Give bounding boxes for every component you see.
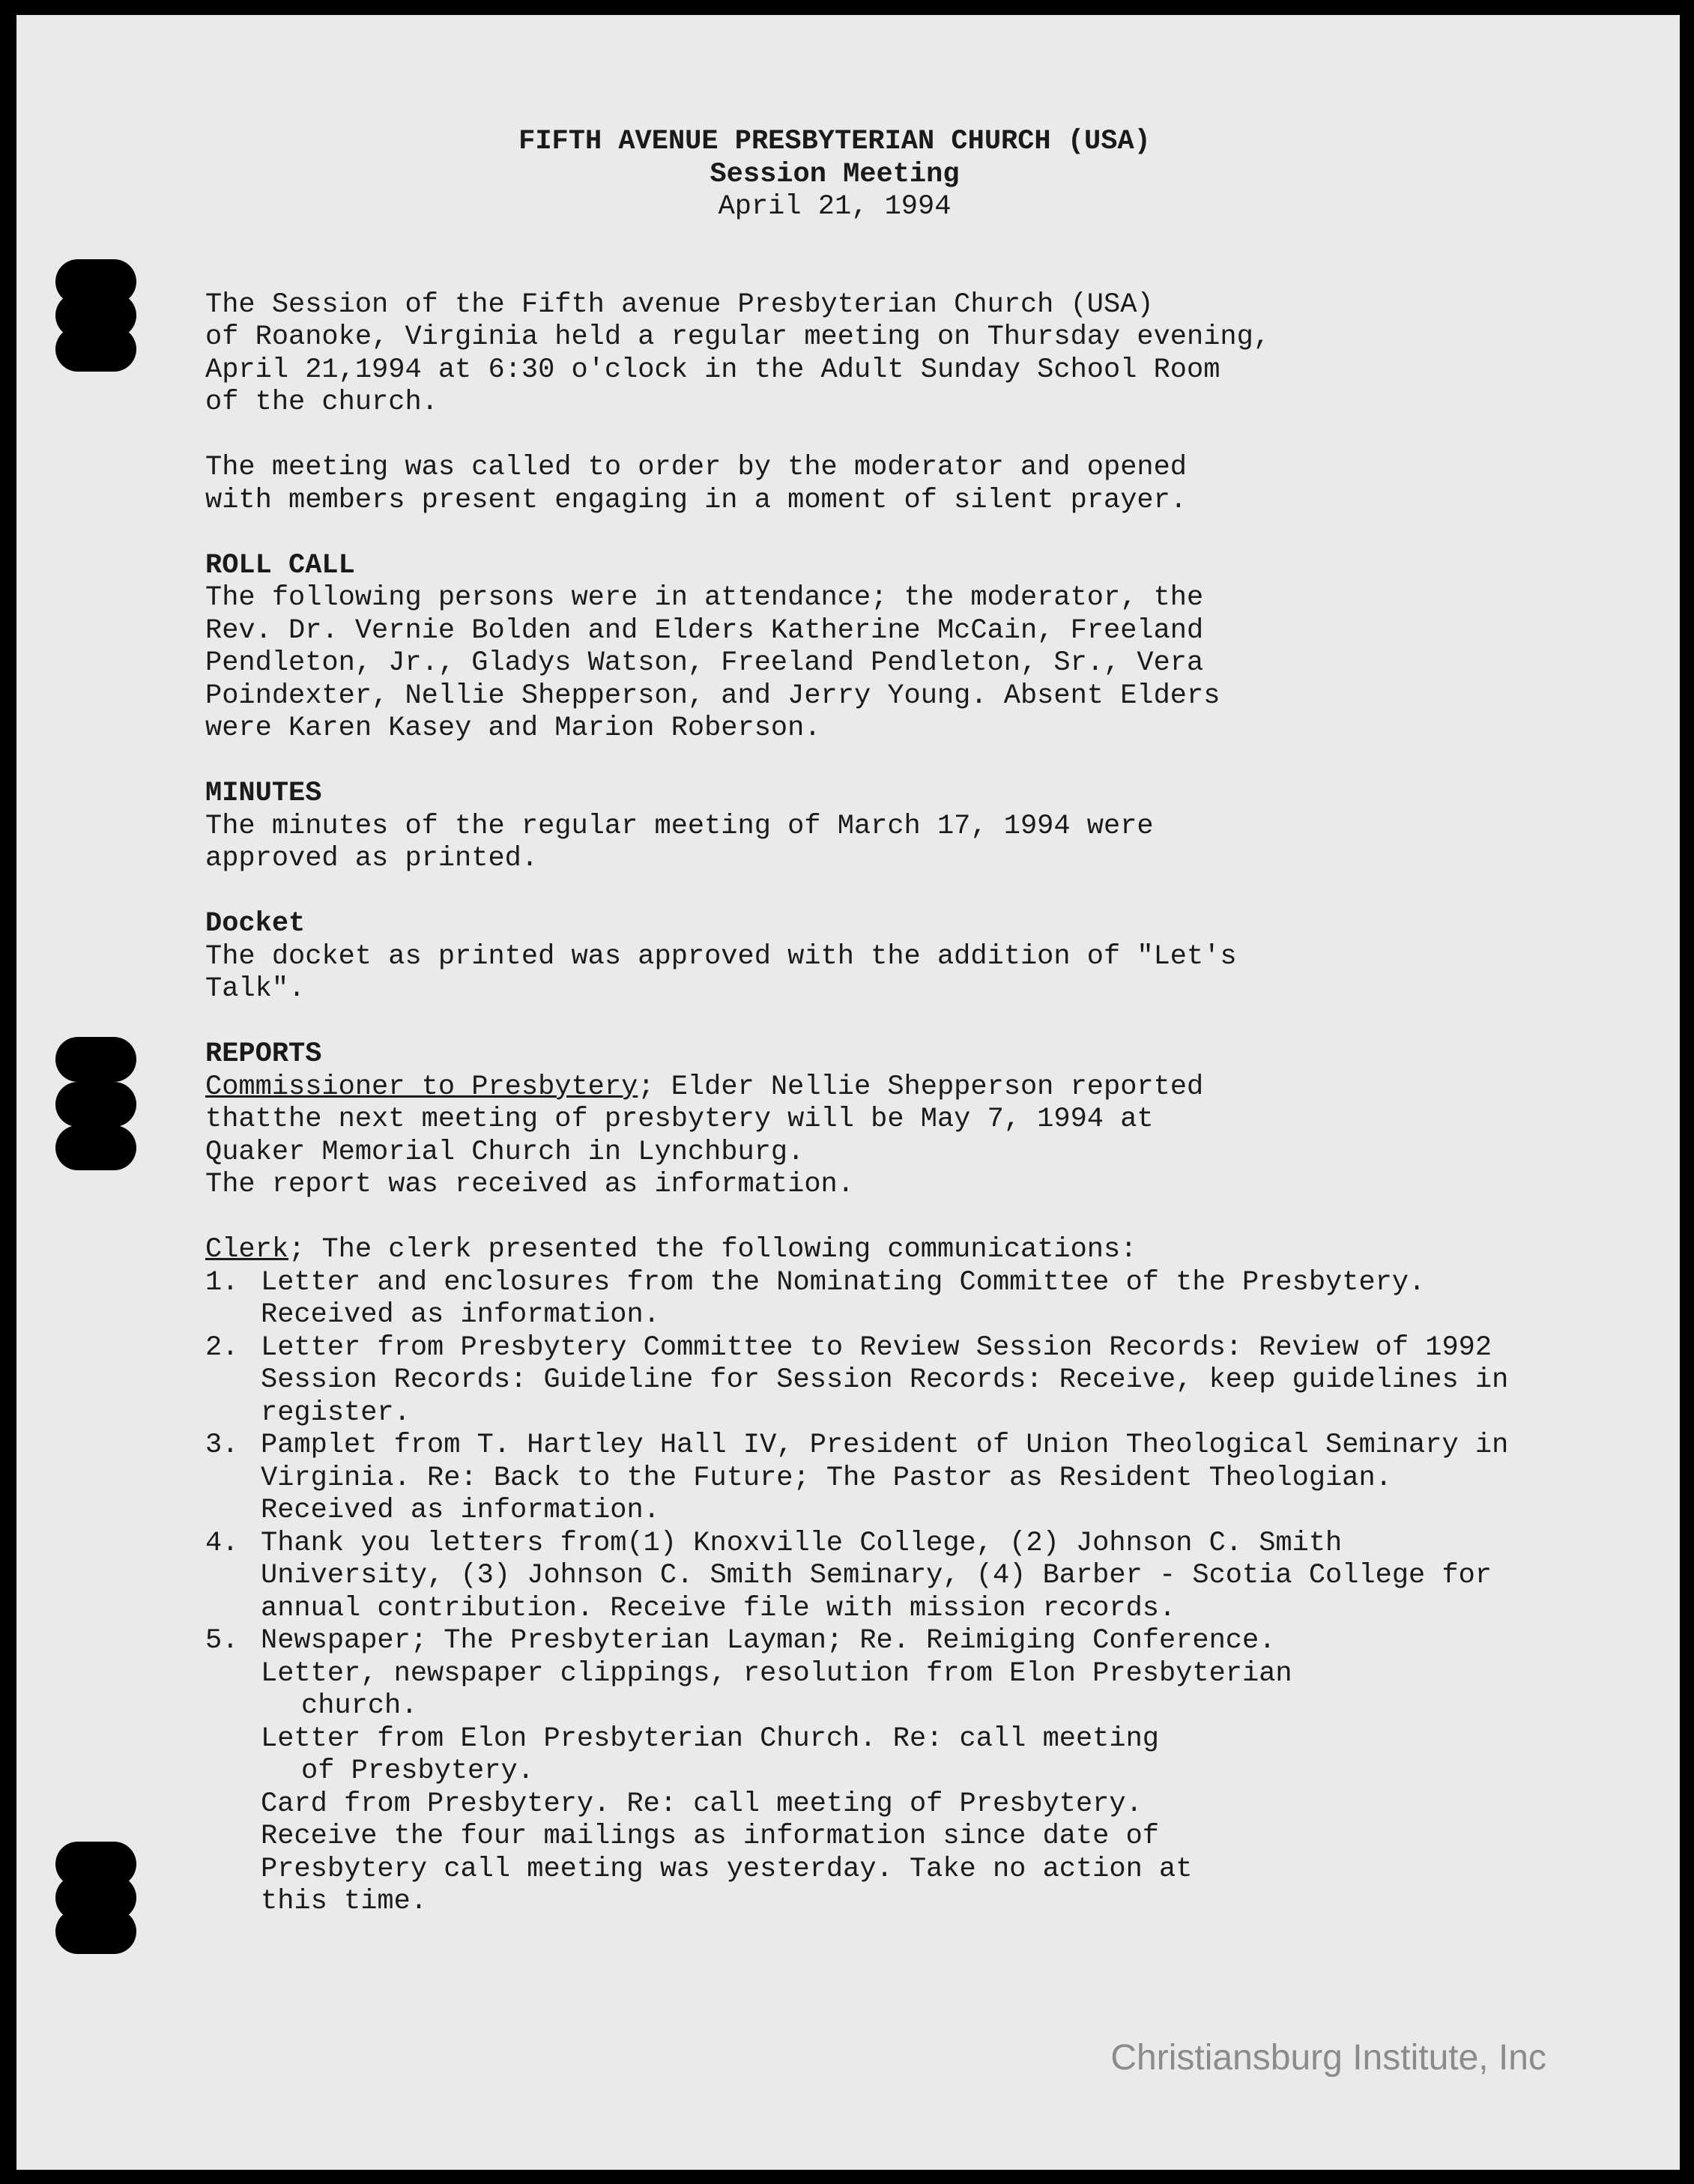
minutes-heading: MINUTES (205, 778, 322, 809)
minutes-section: MINUTES The minutes of the regular meeting of March 17, 1994 were approved as printed. (205, 778, 1524, 876)
watermark: Christiansburg Institute, Inc (1110, 2038, 1546, 2078)
punch-hole-bottom (55, 1842, 136, 1954)
document-header (205, 126, 1464, 224)
reports-heading: REPORTS (205, 1038, 322, 1070)
clerk-report: Clerk; The clerk presented the following communications: (205, 1234, 1137, 1265)
list-item: 4. Thank you letters from(1) Knoxville College, (2) Johnson C. Smith University, (3) Johnson C. Smith Seminary, (4) Barber - Scotia College for annual contribution. Receive file with mission records. (205, 1527, 1492, 1624)
list-item: 5. Newspaper; The Presbyterian Layman; Re. Reimiging Conference. (205, 1625, 1276, 1657)
church-name: FIFTH AVENUE PRESBYTERIAN CHURCH (USA) (518, 126, 1151, 157)
meeting-date: April 21, 1994 (718, 191, 952, 223)
reports-section: REPORTS Commissioner to Presbytery; Elder Nellie Shepperson reported thatthe next meeting of presbytery will be May 7, 1994 at Quaker Memorial Church in Lynchburg. The report was received as information. Clerk; The clerk presented the following communications: 1. Letter and enclosures from the Nominating Committee of the Presbytery. Received as information. 2. Letter from Presbytery Committee to Review Session Records: Review of 1992 Session Records: Guideline for Session Records: Receive, keep guidelines in register. 3. Pamplet from T. Hartley Hall IV, President of Union Theological Seminary in Virginia. Re: Back to the Future; The Pastor as Resident Theologian. Received as information. 4. Thank you letters from(1) Knoxville College, (2) Johnson C. Smith University, (3) Johnson C. Smith Seminary, (4) Barber - Scotia College for annual contribution. Receive file with mission records. 5. Newspaper; The Presbyterian Layman; Re. Reimiging Conference. Letter, newspaper clippings, resolution from Elon Presbyterian church. Letter from Elon Presbyterian Church. Re: call meeting of Presbytery. Card from Presbytery. Re: call meeting of Presbytery. Receive the four mailings as information since date of Presbytery call meeting was yesterday. Take no action at this time. (205, 1038, 1524, 1919)
meeting-title: Session Meeting (710, 158, 960, 190)
intro-paragraph: The Session of the Fifth avenue Presbyterian Church (USA) of Roanoke, Virginia held a regular meeting on Thursday evening, April 21,1994 at 6:30 o'clock in the Adult Sunday School Room of the church. (205, 288, 1271, 418)
clerk-label: Clerk (205, 1234, 289, 1265)
commissioner-label: Commissioner to Presbytery (205, 1071, 638, 1103)
docket-heading: Docket (205, 908, 306, 940)
list-item: 2. Letter from Presbytery Committee to Review Session Records: Review of 1992 Session Records: Guideline for Session Records: Receive, keep guidelines in register. (205, 1331, 1509, 1429)
commissioner-report: Commissioner to Presbytery; Elder Nellie Shepperson reported (205, 1071, 1204, 1103)
list-item: 1. Letter and enclosures from the Nominating Committee of the Presbytery. Received as information. (205, 1266, 1426, 1331)
minutes-document (205, 126, 1524, 1919)
punch-hole-middle (55, 1037, 136, 1172)
roll-call-section: ROLL CALL The following persons were in attendance; the moderator, the Rev. Dr. Vernie Bolden and Elders Katherine McCain, Freeland Pendleton, Jr., Gladys Watson, Freeland Pendleton, Sr., Vera Poindexter, Nellie Shepperson, and Jerry Young. Absent Elders were Karen Kasey and Marion Roberson. (205, 550, 1524, 745)
docket-section: Docket The docket as printed was approved with the addition of "Let's Talk". (205, 908, 1524, 1006)
punch-hole-top (55, 259, 136, 372)
list-item: 3. Pamplet from T. Hartley Hall IV, President of Union Theological Seminary in Virginia. Re: Back to the Future; The Pastor as Resident Theologian. Received as information. (205, 1430, 1509, 1526)
opening-paragraph: The meeting was called to order by the moderator and opened with members present engaging in a moment of silent prayer. (205, 452, 1188, 516)
roll-call-heading: ROLL CALL (205, 549, 355, 581)
communications-list (205, 1267, 1524, 1658)
document-page (16, 15, 1680, 2170)
